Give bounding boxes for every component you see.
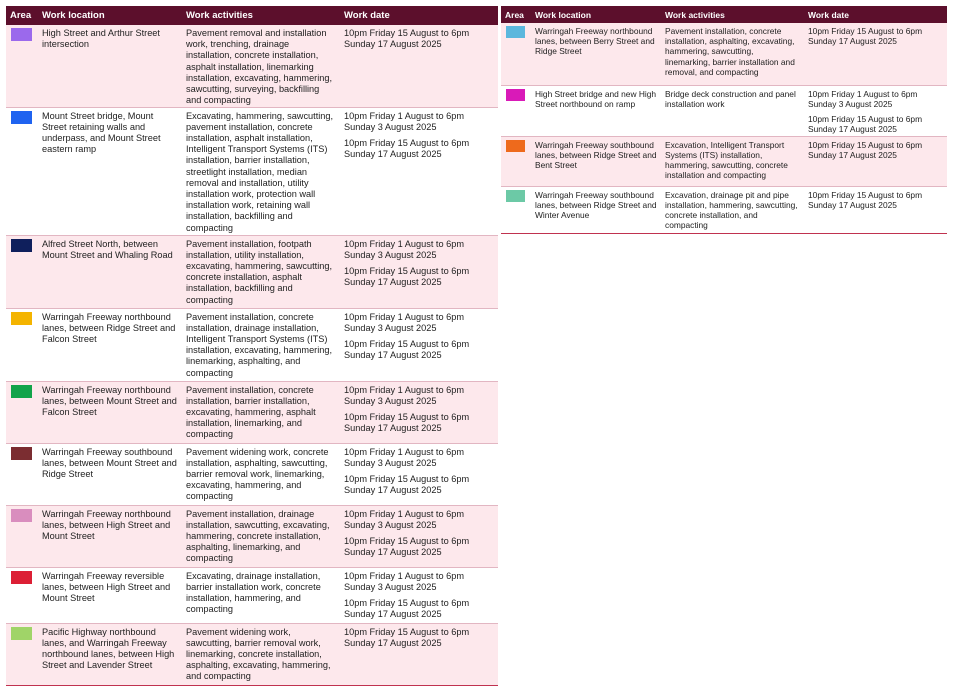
area-cell: [6, 505, 38, 567]
work-date-text: 10pm Friday 1 August to 6pm Sunday 3 August 2025: [808, 88, 918, 109]
header-area: Area: [501, 6, 531, 23]
header-work-date: Work date: [340, 6, 498, 25]
table-row: [6, 505, 498, 567]
work-date-text: 10pm Friday 15 August to 6pm Sunday 17 August 2025: [808, 26, 923, 47]
table-row: [6, 567, 498, 623]
work-date-cell: [804, 85, 947, 136]
work-date-text: 10pm Friday 15 August to 6pm Sunday 17 August 2025: [344, 626, 470, 648]
header-work-activities: Work activities: [661, 6, 804, 23]
area-cell: [6, 308, 38, 381]
work-location-cell: Warringah Freeway southbound lanes, between Ridge Street and Bent Street: [531, 136, 661, 186]
area-cell: [6, 25, 38, 107]
work-date-text: 10pm Friday 15 August to 6pm Sunday 17 August 2025: [808, 113, 923, 135]
table-row: [6, 381, 498, 443]
work-date-text: 10pm Friday 15 August to 6pm Sunday 17 August 2025: [344, 473, 470, 496]
work-activities-cell: Pavement installation, drainage installation, sawcutting, excavating, hammering, concrete installation, asphalting, linemarking, and compacting: [182, 505, 340, 567]
table-header-row: [501, 6, 947, 23]
work-date-text: 10pm Friday 1 August to 6pm Sunday 3 August 2025: [344, 110, 465, 132]
work-date-cell: [340, 381, 498, 443]
area-color-swatch: [11, 239, 32, 252]
work-location-cell: High Street bridge and new High Street northbound on ramp: [531, 85, 661, 136]
work-date-text: 10pm Friday 15 August to 6pm Sunday 17 August 2025: [808, 139, 923, 160]
table-header-row: [6, 6, 498, 25]
work-date-text: 10pm Friday 15 August to 6pm Sunday 17 August 2025: [344, 28, 470, 50]
work-location-cell: Warringah Freeway northbound lanes, between Berry Street and Ridge Street: [531, 23, 661, 85]
work-date-cell: [804, 23, 947, 85]
area-cell: [501, 23, 531, 85]
work-date-text: 10pm Friday 1 August to 6pm Sunday 3 August 2025: [344, 570, 465, 592]
work-activities-cell: Pavement widening work, sawcutting, barrier removal work, linemarking, concrete installation, asphalting, excavating, hammering, and compacting: [182, 623, 340, 685]
header-area: Area: [6, 6, 38, 25]
work-activities-cell: Pavement removal and installation work, trenching, drainage installation, concrete installation, asphalt installation, linemarking installation, excavating, hammering, sawcutting, surveying, backfilling and compacting: [182, 25, 340, 107]
work-location-cell: Warringah Freeway reversible lanes, between High Street and Mount Street: [38, 567, 182, 623]
area-color-swatch: [11, 312, 32, 325]
work-date-text: 10pm Friday 1 August to 6pm Sunday 3 August 2025: [344, 446, 465, 468]
table-row: [6, 308, 498, 381]
work-date-text: 10pm Friday 15 August to 6pm Sunday 17 August 2025: [344, 137, 470, 160]
area-cell: [501, 136, 531, 186]
work-date-cell: [340, 505, 498, 567]
table-row: [6, 25, 498, 107]
work-date-cell: [340, 107, 498, 235]
work-date-cell: [804, 186, 947, 233]
area-cell: [6, 381, 38, 443]
table-body: [6, 25, 498, 685]
area-cell: [6, 443, 38, 505]
area-color-swatch: [11, 385, 32, 398]
work-activities-cell: Pavement installation, concrete installation, barrier installation, excavating, hammering, asphalt installation, linemarking, and compacting: [182, 381, 340, 443]
area-color-swatch: [11, 627, 32, 640]
header-work-location: Work location: [38, 6, 182, 25]
work-date-text: 10pm Friday 15 August to 6pm Sunday 17 August 2025: [344, 535, 470, 558]
work-activities-cell: Excavating, drainage installation, barrier installation work, concrete installation, hammering, and compacting: [182, 567, 340, 623]
area-color-swatch: [506, 89, 525, 101]
header-work-location: Work location: [531, 6, 661, 23]
work-date-text: 10pm Friday 1 August to 6pm Sunday 3 August 2025: [344, 238, 465, 260]
area-color-swatch: [11, 447, 32, 460]
work-date-text: 10pm Friday 15 August to 6pm Sunday 17 August 2025: [344, 265, 470, 288]
table-row: [6, 623, 498, 685]
header-work-activities: Work activities: [182, 6, 340, 25]
work-date-text: 10pm Friday 1 August to 6pm Sunday 3 August 2025: [344, 384, 465, 406]
work-location-cell: High Street and Arthur Street intersection: [38, 25, 182, 107]
work-activities-cell: Pavement installation, footpath installation, utility installation, excavating, hammering, sawcutting, concrete installation, asphalt installation, backfilling and compacting: [182, 235, 340, 308]
work-activities-cell: Pavement widening work, concrete installation, asphalting, sawcutting, barrier removal work, linemarking, excavating, hammering, and compacting: [182, 443, 340, 505]
area-cell: [501, 186, 531, 233]
work-activities-cell: Pavement installation, concrete installation, asphalting, excavating, hammering, sawcutting, linemarking, barrier installation and removal, and compacting: [661, 23, 804, 85]
area-color-swatch: [506, 140, 525, 152]
area-color-swatch: [11, 571, 32, 584]
work-schedule-table-left: [6, 6, 498, 686]
work-date-cell: [340, 308, 498, 381]
area-color-swatch: [506, 26, 525, 38]
work-date-cell: [340, 623, 498, 685]
work-activities-cell: Bridge deck construction and panel installation work: [661, 85, 804, 136]
work-date-cell: [340, 443, 498, 505]
table-row: [6, 235, 498, 308]
work-activities-cell: Pavement installation, concrete installation, drainage installation, Intelligent Transport Systems (ITS) installation, excavating, hammering, linemarking, asphalting, and compacting: [182, 308, 340, 381]
work-location-cell: Warringah Freeway southbound lanes, between Ridge Street and Winter Avenue: [531, 186, 661, 233]
area-color-swatch: [11, 111, 32, 124]
work-date-cell: [340, 235, 498, 308]
work-activities-cell: Excavation, Intelligent Transport Systems (ITS) installation, hammering, sawcutting, concrete installation and compacting: [661, 136, 804, 186]
area-cell: [6, 623, 38, 685]
work-date-text: 10pm Friday 15 August to 6pm Sunday 17 August 2025: [344, 338, 470, 361]
area-color-swatch: [11, 28, 32, 41]
work-date-text: 10pm Friday 15 August to 6pm Sunday 17 August 2025: [344, 597, 470, 620]
table-row: [501, 186, 947, 233]
work-location-cell: Mount Street bridge, Mount Street retaining walls and underpass, and Mount Street eastern ramp: [38, 107, 182, 235]
table-row: [501, 136, 947, 186]
work-date-text: 10pm Friday 1 August to 6pm Sunday 3 August 2025: [344, 311, 465, 333]
work-date-cell: [804, 136, 947, 186]
work-location-cell: Alfred Street North, between Mount Street and Whaling Road: [38, 235, 182, 308]
work-activities-cell: Excavation, drainage pit and pipe installation, hammering, sawcutting, concrete installation, and compacting: [661, 186, 804, 233]
work-date-text: 10pm Friday 1 August to 6pm Sunday 3 August 2025: [344, 508, 465, 530]
table-row: [501, 23, 947, 85]
work-location-cell: Warringah Freeway northbound lanes, between Mount Street and Falcon Street: [38, 381, 182, 443]
table-body: [501, 23, 947, 233]
work-location-cell: Warringah Freeway northbound lanes, between Ridge Street and Falcon Street: [38, 308, 182, 381]
area-cell: [501, 85, 531, 136]
area-color-swatch: [11, 509, 32, 522]
work-location-cell: Warringah Freeway northbound lanes, between High Street and Mount Street: [38, 505, 182, 567]
table-row: [6, 443, 498, 505]
area-color-swatch: [506, 190, 525, 202]
area-cell: [6, 567, 38, 623]
work-date-cell: [340, 567, 498, 623]
area-cell: [6, 107, 38, 235]
work-activities-cell: Excavating, hammering, sawcutting, pavement installation, concrete installation, asphalt installation, Intelligent Transport Systems (ITS) installation, barrier installation, streetlight installation, median removal and installation, utility installation work, protection wall installation work, retaining wall installation, backfilling and compacting: [182, 107, 340, 235]
work-location-cell: Warringah Freeway southbound lanes, between Mount Street and Ridge Street: [38, 443, 182, 505]
work-date-cell: [340, 25, 498, 107]
work-location-cell: Pacific Highway northbound lanes, and Warringah Freeway northbound lanes, between High Street and Lavender Street: [38, 623, 182, 685]
work-schedule-table-right: [501, 6, 947, 234]
area-cell: [6, 235, 38, 308]
work-date-text: 10pm Friday 15 August to 6pm Sunday 17 August 2025: [808, 189, 923, 210]
table-row: [501, 85, 947, 136]
table-row: [6, 107, 498, 235]
header-work-date: Work date: [804, 6, 947, 23]
work-date-text: 10pm Friday 15 August to 6pm Sunday 17 August 2025: [344, 411, 470, 434]
